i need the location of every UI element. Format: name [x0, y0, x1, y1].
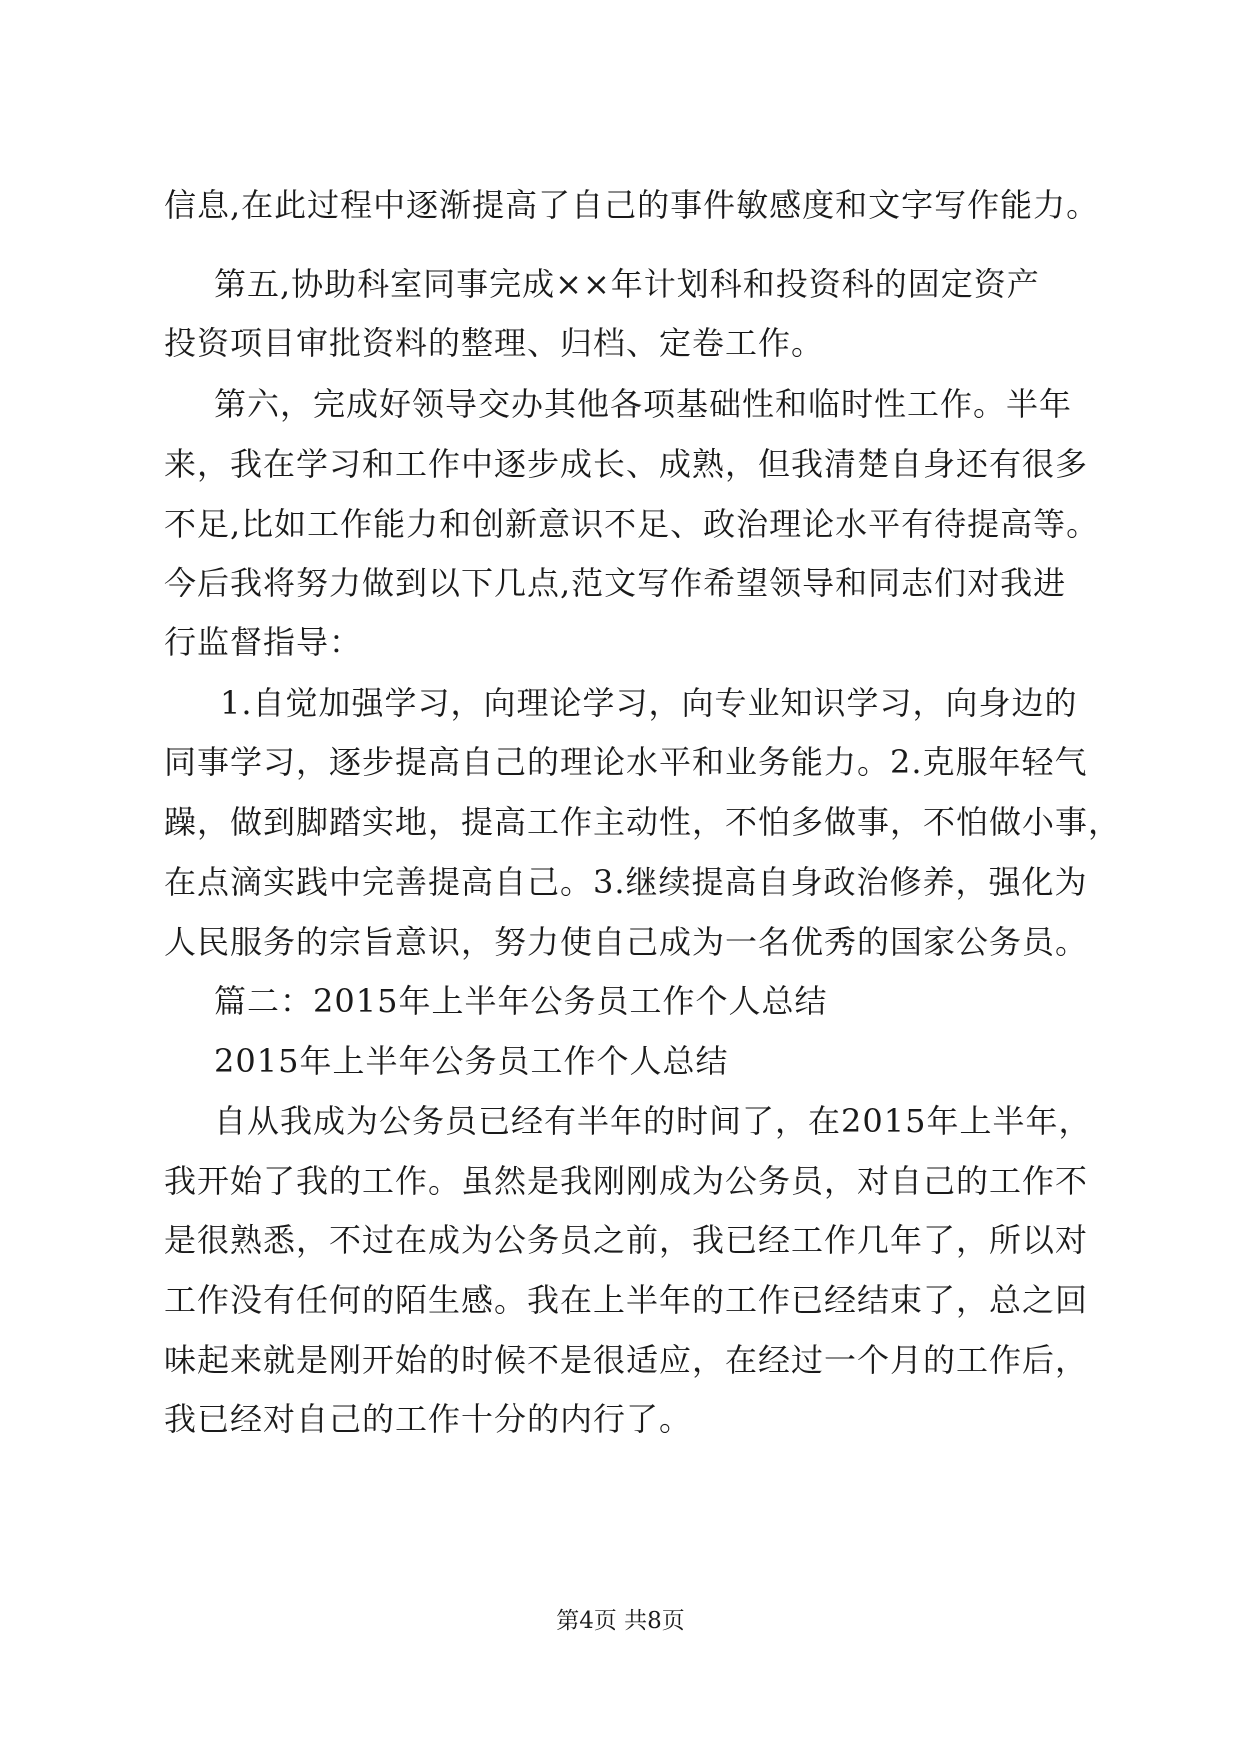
text-line: 味起来就是刚开始的时候不是很适应，在经过一个月的工作后，: [164, 1341, 1089, 1379]
text-line: 同事学习，逐步提高自己的理论水平和业务能力。2.克服年轻气: [164, 743, 1088, 781]
text-line: 来，我在学习和工作中逐步成长、成熟，但我清楚自身还有很多: [164, 445, 1089, 483]
text-line: 在点滴实践中完善提高自己。3.继续提高自身政治修养，强化为: [164, 863, 1088, 901]
text-line: 人民服务的宗旨意识，努力使自己成为一名优秀的国家公务员。: [164, 923, 1089, 961]
text-line: 工作没有任何的陌生感。我在上半年的工作已经结束了，总之回: [164, 1281, 1089, 1319]
text-line: 是很熟悉，不过在成为公务员之前，我已经工作几年了，所以对: [164, 1221, 1089, 1259]
section-title: 2015年上半年公务员工作个人总结: [214, 1042, 729, 1080]
text-line: 我开始了我的工作。虽然是我刚刚成为公务员，对自己的工作不: [164, 1162, 1089, 1200]
text-line: 我已经对自己的工作十分的内行了。: [164, 1400, 693, 1438]
text-line: 信息,在此过程中逐渐提高了自己的事件敏感度和文字写作能力。: [164, 186, 1100, 224]
text-line: 投资项目审批资料的整理、归档、定卷工作。: [164, 324, 825, 362]
text-line: 自从我成为公务员已经有半年的时间了，在2015年上半年，: [214, 1102, 1092, 1140]
text-line: 不足,比如工作能力和创新意识不足、政治理论水平有待提高等。: [164, 505, 1100, 543]
text-line: 行监督指导：: [164, 623, 363, 661]
text-line: 第六，完成好领导交办其他各项基础性和临时性工作。半年: [214, 385, 1073, 423]
text-line: 躁，做到脚踏实地，提高工作主动性，不怕多做事，不怕做小事，: [164, 803, 1122, 841]
page-number-footer: 第4页 共8页: [556, 1608, 685, 1634]
text-line: 1.自觉加强学习，向理论学习，向专业知识学习，向身边的: [220, 684, 1078, 722]
text-line: 第五,协助科室同事完成××年计划科和投资科的固定资产: [214, 265, 1040, 303]
text-line: 今后我将努力做到以下几点,范文写作希望领导和同志们对我进: [164, 564, 1067, 602]
section-heading: 篇二：2015年上半年公务员工作个人总结: [214, 982, 828, 1020]
